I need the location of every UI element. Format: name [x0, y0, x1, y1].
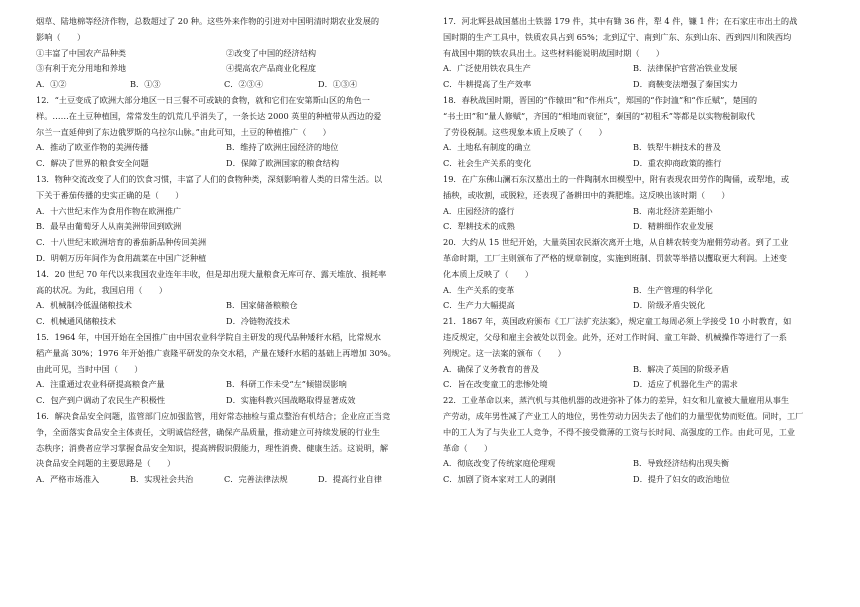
- option-d[interactable]: D．提升了妇女的政治地位: [633, 474, 730, 485]
- answer-row: [36, 298, 416, 314]
- option-c[interactable]: C．生产力大幅提高: [443, 300, 515, 311]
- question-16: [36, 409, 416, 488]
- question-17: [443, 14, 823, 93]
- option-c[interactable]: C．牛耕提高了生产效率: [443, 79, 532, 90]
- question-text: 20．大约从 15 世纪开始，大量英国农民渐次离开土地，从自耕农转变为雇佣劳动者。到了工业: [443, 237, 789, 248]
- question-text: 样。……在土豆种植国，常常发生的饥荒几乎消失了，一条长达 2000 英里的种植带从西边的爱: [36, 110, 382, 121]
- question-text: 国时期的生产工具中，铁质农具占到 65%；北到辽宁、南到广东、东到山东、西到四川和陕西均: [443, 31, 792, 42]
- option-c[interactable]: C．完善法律法规: [224, 474, 288, 485]
- question-text: 争，全面落实食品安全主体责任，文明诚信经营，确保产品质量，推动建立可持续发展的行业生: [36, 426, 380, 437]
- answer-row: [443, 156, 823, 172]
- right-column: [443, 14, 823, 488]
- answer-row: [36, 77, 416, 93]
- option-a[interactable]: A．土地私有制度的确立: [443, 142, 531, 153]
- option-d[interactable]: D．实施科教兴国战略取得显著成效: [226, 395, 356, 406]
- question-text: 16．解决食品安全问题，监管部门应加强监管，用好常态抽检与重点整治有机结合；企业应正当竞: [36, 410, 391, 421]
- question-text: 稻产量高 30%；1976 年开始推广袁隆平研发的杂交水稻，产量在矮秆水稻的基础上再增加 30%。: [36, 347, 396, 358]
- option-a[interactable]: A．十六世纪末作为食用作物在欧洲推广: [36, 205, 182, 216]
- answer-row: [443, 140, 823, 156]
- option-a[interactable]: A．庄园经济的盛行: [443, 205, 515, 216]
- question-21: [443, 314, 823, 393]
- statement-row: [36, 46, 416, 62]
- option-d[interactable]: D．保障了欧洲国家的粮食结构: [226, 158, 340, 169]
- option-d[interactable]: D．明朝万历年间作为食用蔬菜在中国广泛种植: [36, 252, 207, 263]
- option-b[interactable]: B．南北经济差距缩小: [633, 205, 713, 216]
- option-b[interactable]: B．导致经济结构出现失衡: [633, 458, 730, 469]
- answer-row: [443, 377, 823, 393]
- option-c[interactable]: C．社会生产关系的变化: [443, 158, 532, 169]
- answer-row: [36, 140, 416, 156]
- option-a[interactable]: A．生产关系的变革: [443, 284, 515, 295]
- question-text: 决食品安全问题的主要思路是（ ）: [36, 458, 176, 469]
- question-18: [443, 93, 823, 172]
- question-11: [36, 14, 416, 93]
- option-b[interactable]: B．维持了欧洲庄园经济的地位: [226, 142, 339, 153]
- option-d[interactable]: D．阶级矛盾尖锐化: [633, 300, 706, 311]
- answer-row: [443, 298, 823, 314]
- option-a[interactable]: A．①②: [36, 79, 67, 90]
- question-text: 由此可见，当时中国（ ）: [36, 363, 143, 374]
- option-d[interactable]: D．冷链物流技术: [226, 316, 290, 327]
- answer-row: [443, 204, 823, 220]
- question-text: 中的工人为了与失业工人竞争，不得不接受微薄的工资与长时间、高强度的工作。由此可见，工业: [443, 426, 796, 437]
- question-text: 态秩序；消费者应学习掌握食品安全知识，提高辨假识假能力，理性消费、健康生活。这说明，解: [36, 442, 389, 453]
- option-a[interactable]: A．机械制冷低温储粮技术: [36, 300, 132, 311]
- option-c[interactable]: C．十八世纪末欧洲培育的番茄新品种传回美洲: [36, 237, 207, 248]
- answer-row: [443, 362, 823, 378]
- answer-row: [36, 472, 416, 488]
- question-15: [36, 330, 416, 409]
- option-b[interactable]: B．生产管理的科学化: [633, 284, 713, 295]
- question-text: 产劳动，成年男性减了产业工人的地位，男性劳动力因失去了他们的力量型优势而贬值。同时，工厂: [443, 410, 804, 421]
- question-19: [443, 172, 823, 235]
- option-a[interactable]: A．严格市场准入: [36, 474, 100, 485]
- option-c[interactable]: C．②③④: [224, 79, 264, 90]
- option-d[interactable]: D．精耕细作农业发展: [633, 221, 714, 232]
- option-c[interactable]: C．加剧了资本家对工人的剥削: [443, 474, 556, 485]
- statement-1: ①丰富了中国农产品种类: [36, 47, 127, 58]
- answer-row: [36, 156, 416, 172]
- option-b[interactable]: B．最早由葡萄牙人从南美洲带回到欧洲: [36, 221, 182, 232]
- question-14: [36, 267, 416, 330]
- question-text: 有战国中期的铁农具出土。这些材料能说明战国时期（ ）: [443, 47, 665, 58]
- answer-row: [443, 456, 823, 472]
- option-d[interactable]: D．商鞅变法增强了秦国实力: [633, 79, 738, 90]
- answer-row: [443, 472, 823, 488]
- statement-4: ④提高农产品商业化程度: [226, 63, 317, 74]
- question-text: 12．“土豆变成了欧洲大部分地区一日三餐不可或缺的食物，就和它们在安第斯山区的角色一: [36, 94, 370, 105]
- statement-row: [36, 61, 416, 77]
- option-d[interactable]: D．适应了机器化生产的需求: [633, 379, 738, 390]
- question-text: 高的状况。为此，我国启用（ ）: [36, 284, 168, 295]
- question-text: 尔兰一直延伸到了东边俄罗斯的乌拉尔山脉。”由此可知，土豆的种植推广（ ）: [36, 126, 331, 137]
- question-20: [443, 235, 823, 314]
- option-b[interactable]: B．法律保护官营冶铁业发展: [633, 63, 738, 74]
- answer-row: [36, 314, 416, 330]
- option-a[interactable]: A．彻底改变了传统家庭伦理观: [443, 458, 556, 469]
- question-text: 列规定。这一法案的颁布（ ）: [443, 347, 566, 358]
- question-text: 了劳役税制。这些现象本质上反映了（ ）: [443, 126, 607, 137]
- option-b[interactable]: B．铁犁牛耕技术的普及: [633, 142, 721, 153]
- question-text: 18．春秋战国时期，晋国的“作辕田”和“作州兵”，郑国的“作封洫”和“作丘赋”，楚国的: [443, 94, 758, 105]
- question-text: 影响（ ）: [36, 31, 86, 42]
- answer-row: [443, 61, 823, 77]
- option-d[interactable]: D．提高行业自律: [318, 474, 382, 485]
- option-b[interactable]: B．国家储备粮粮仓: [226, 300, 298, 311]
- question-text: 违反规定，父母和雇主会被处以罚金。此外，还对工作时间、童工年龄、机械操作等进行了一系: [443, 331, 787, 342]
- option-a[interactable]: A．确保了义务教育的普及: [443, 363, 539, 374]
- option-b[interactable]: B．①③: [130, 79, 161, 90]
- question-12: [36, 93, 416, 172]
- option-c[interactable]: C．旨在改变童工的悲惨处境: [443, 379, 548, 390]
- question-text: “书土田”和“量人修赋”，齐国的“相地而衰征”，秦国的“初租禾”等都是以实物税制取代: [443, 110, 755, 121]
- answer-row: [443, 77, 823, 93]
- statement-3: ③有利于充分用地和养地: [36, 63, 127, 74]
- question-text: 15．1964 年，中国开始在全国推广由中国农业科学院自主研发的现代品种矮秆水稻，比常规水: [36, 331, 381, 342]
- question-22: [443, 393, 823, 488]
- answer-row: [36, 377, 416, 393]
- question-13: [36, 172, 416, 267]
- answer-row: [443, 283, 823, 299]
- question-text: 化本质上反映了（ ）: [443, 268, 534, 279]
- option-b[interactable]: B．实现社会共治: [130, 474, 194, 485]
- left-column: [36, 14, 416, 488]
- option-a[interactable]: A．广泛使用铁农具生产: [443, 63, 531, 74]
- option-b[interactable]: B．科研工作未受“左”倾错误影响: [226, 379, 347, 390]
- question-text: 22．工业革命以来，蒸汽机与其他机器的改进弥补了体力的差异，妇女和儿童被大量雇用从事生: [443, 395, 790, 406]
- option-b[interactable]: B．解决了英国的阶级矛盾: [633, 363, 730, 374]
- question-text: 革命（ ）: [443, 442, 493, 453]
- question-text: 17．河北辉县战国墓出土铁器 179 件，其中有锄 36 件，犁 4 件，镰 1 件；在石家庄市出土的战: [443, 16, 798, 26]
- question-text: 下关于番茄传播的史实正确的是（ ）: [36, 189, 184, 200]
- answer-row: [36, 393, 416, 409]
- question-text: 13．物种交流改变了人们的饮食习惯，丰富了人们的食物种类，深刻影响着人类的日常生活。以: [36, 173, 383, 184]
- answer-row: [443, 219, 823, 235]
- option-d[interactable]: D．①③④: [318, 79, 358, 90]
- option-c[interactable]: C．包产到户调动了农民生产积极性: [36, 395, 166, 406]
- question-text: 21．1867 年，英国政府颁布《工厂法扩充法案》，规定童工每周必须上学接受 10 小时教育，如: [443, 316, 792, 327]
- option-d[interactable]: D．重农抑商政策的推行: [633, 158, 722, 169]
- option-c[interactable]: C．解决了世界的粮食安全问题: [36, 158, 149, 169]
- option-a[interactable]: A．注重通过农业科研提高粮食产量: [36, 379, 165, 390]
- question-text: 19．在广东佛山澜石东汉墓出土的一件陶制水田模型中，附有表现农田劳作的陶俑，或犁地，或: [443, 173, 790, 184]
- question-text: 烟草、陆地棉等经济作物，总数超过了 20 种。这些外来作物的引进对中国明清时期农业发展的: [36, 16, 380, 26]
- question-text: 革命时期，工厂主则颁布了严格的规章制度，实施到班制、罚款等举措以攫取更大利润。上述变: [443, 252, 787, 263]
- statement-2: ②改变了中国的经济结构: [226, 47, 317, 58]
- option-c[interactable]: C．犁耕技术的成熟: [443, 221, 515, 232]
- question-text: 14．20 世纪 70 年代以来我国农业连年丰收，但是却出现大量粮食无库可存、露天堆放、损耗率: [36, 268, 387, 279]
- question-text: 插秧，或收割，或脱粒，还表现了备耕田中的粪肥堆。这反映出该时期（ ）: [443, 189, 730, 200]
- option-a[interactable]: A．推动了欧亚作物的美洲传播: [36, 142, 149, 153]
- option-c[interactable]: C．机械通风储粮技术: [36, 316, 116, 327]
